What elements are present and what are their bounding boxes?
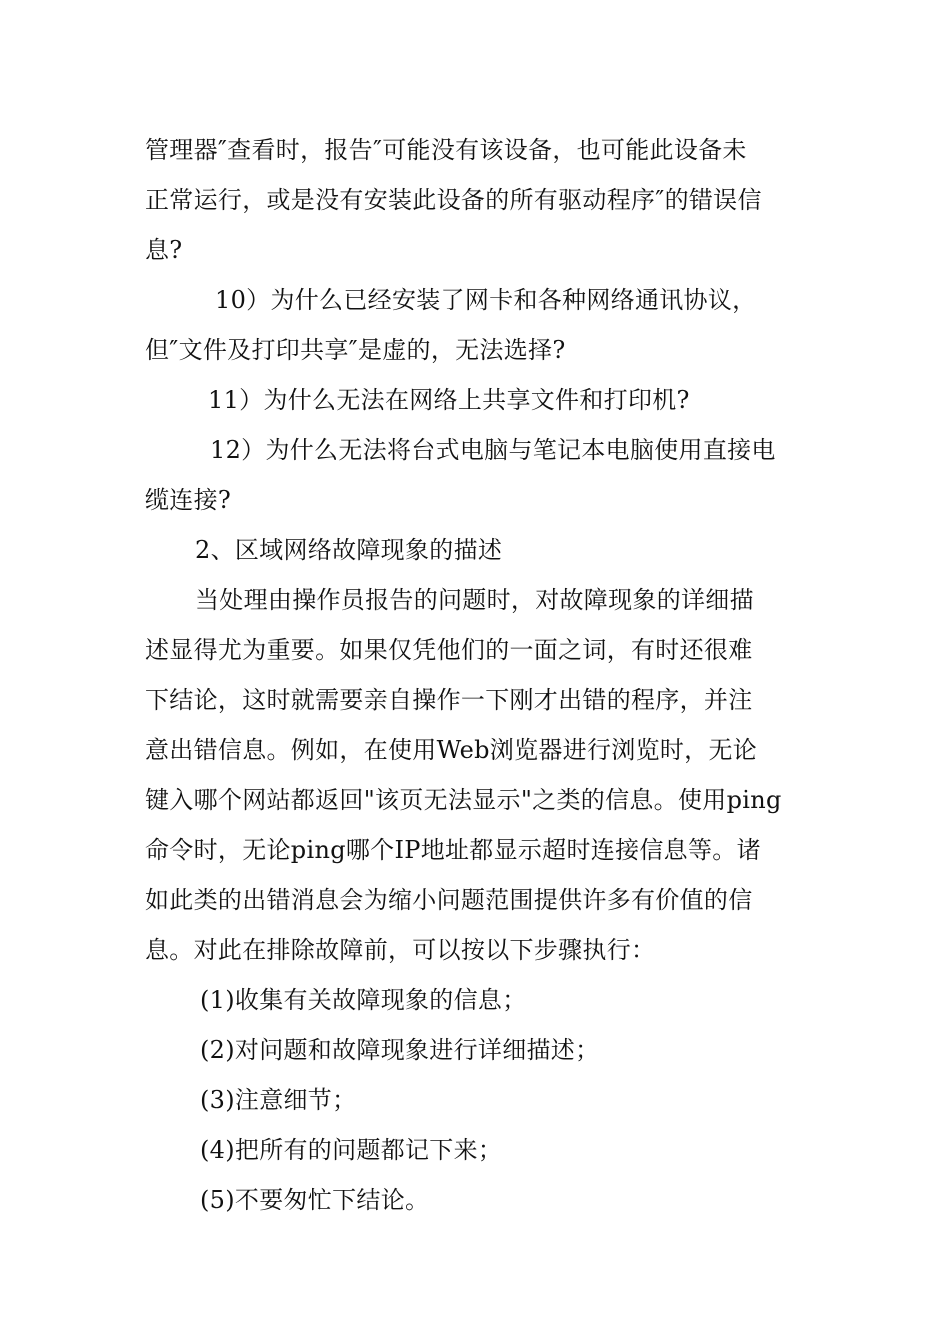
- paragraph-line: 正常运行，或是没有安装此设备的所有驱动程序″的错误信: [145, 186, 762, 214]
- paragraph-line: 当处理由操作员报告的问题时，对故障现象的详细描: [195, 586, 754, 614]
- question-10-line: 10）为什么已经安装了网卡和各种网络通讯协议，: [215, 286, 757, 314]
- step-item: (2)对问题和故障现象进行详细描述；: [200, 1036, 600, 1064]
- paragraph-line: 命令时，无论ping哪个IP地址都显示超时连接信息等。诸: [145, 836, 761, 864]
- step-item: (3)注意细节；: [200, 1086, 357, 1114]
- step-item: (5)不要匆忙下结论。: [200, 1186, 430, 1214]
- paragraph-line: 键入哪个网站都返回"该页无法显示"之类的信息。使用ping: [145, 786, 782, 814]
- step-item: (1)收集有关故障现象的信息；: [200, 986, 527, 1014]
- paragraph-line: 但″文件及打印共享″是虚的，无法选择?: [145, 336, 566, 364]
- paragraph-line: 缆连接?: [145, 486, 232, 514]
- paragraph-line: 管理器″查看时，报告″可能没有该设备，也可能此设备未: [145, 136, 747, 164]
- paragraph-line: 息。对此在排除故障前，可以按以下步骤执行：: [145, 936, 656, 964]
- paragraph-line: 述显得尤为重要。如果仅凭他们的一面之词，有时还很难: [145, 636, 753, 664]
- paragraph-line: 如此类的出错消息会为缩小问题范围提供许多有价值的信: [145, 886, 753, 914]
- paragraph-line: 下结论，这时就需要亲自操作一下刚才出错的程序，并注: [145, 686, 753, 714]
- step-item: (4)把所有的问题都记下来；: [200, 1136, 503, 1164]
- section-heading: 2、区域网络故障现象的描述: [195, 536, 503, 564]
- question-12-line: 12）为什么无法将台式电脑与笔记本电脑使用直接电: [210, 436, 776, 464]
- paragraph-line: 息?: [145, 236, 183, 264]
- question-11-line: 11）为什么无法在网络上共享文件和打印机?: [208, 386, 690, 414]
- paragraph-line: 意出错信息。例如，在使用Web浏览器进行浏览时，无论: [145, 736, 758, 764]
